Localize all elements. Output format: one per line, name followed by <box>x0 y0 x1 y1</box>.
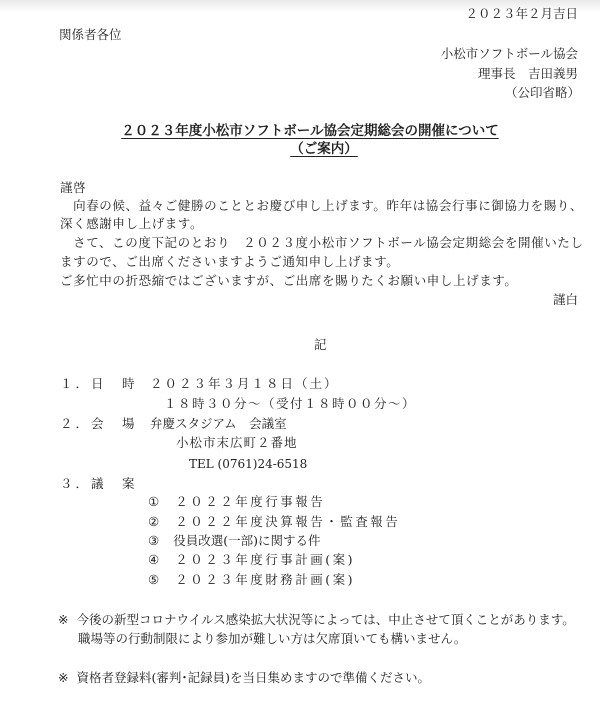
document-date: ２０２３年２月吉日 <box>465 6 578 21</box>
agenda-item <box>148 533 320 549</box>
datetime-date: ２０２３年３月１８日（土） <box>150 376 339 391</box>
paragraph-1-line-2: 深く感謝申し上げます。 <box>60 216 204 231</box>
agenda-marker: ① <box>148 494 160 509</box>
sender-name: 理事長 吉田義男 <box>477 66 578 81</box>
sender-organization: 小松市ソフトボール協会 <box>440 46 578 61</box>
closing-word: 謹白 <box>552 292 578 307</box>
agenda-label: ３．議 案 <box>60 476 138 491</box>
note-marker: ※ <box>58 612 69 627</box>
note-2-line-1: 資格者登録料(審判･記録員)を当日集めますので準備ください。 <box>76 670 430 685</box>
venue-name: 弁慶スタジアム 会議室 <box>150 416 287 431</box>
paragraph-3: ご多忙中の折恐縮ではございますが、ご出席を賜りたくお願い申し上げます。 <box>60 273 518 288</box>
agenda-item <box>148 494 325 510</box>
title-line-2: （ご案内） <box>290 141 358 157</box>
agenda-item <box>148 514 400 530</box>
paragraph-1-line-1: 向春の候、益々ご健勝のこととお慶び申し上げます。昨年は協会行事に御協力を賜り、 <box>60 198 584 213</box>
agenda-marker: ③ <box>148 533 160 548</box>
venue-label: ２．会 場 <box>60 416 138 431</box>
document-subtitle <box>24 140 600 158</box>
agenda-marker: ⑤ <box>148 572 160 587</box>
agenda-text: ２０２２年度決算報告・監査報告 <box>175 514 401 529</box>
agenda-text: ２０２３年度財務計画(案) <box>175 572 355 587</box>
agenda-marker: ④ <box>148 552 160 567</box>
note-marker: ※ <box>58 670 69 685</box>
agenda-text: 役員改選(一部)に関する件 <box>173 533 321 548</box>
ki-heading: 記 <box>314 337 327 352</box>
seal-note: （公印省略） <box>504 85 580 100</box>
document-title <box>10 122 600 140</box>
title-line-1: ２０２３年度小松市ソフトボール協会定期総会の開催について <box>121 123 499 139</box>
agenda-text: ２０２２年度行事報告 <box>175 494 326 509</box>
opening-word: 謹啓 <box>60 180 87 195</box>
addressee: 関係者各位 <box>59 27 122 42</box>
agenda-item <box>148 572 355 588</box>
paragraph-2-line-1: さて、この度下記のとおり ２０２３度小松市ソフトボール協会定期総会を開催いたし <box>60 235 584 250</box>
agenda-item <box>148 552 355 568</box>
note-1 <box>58 612 575 628</box>
venue-address: 小松市末広町２番地 <box>176 435 298 450</box>
datetime-label: １．日 時 <box>60 376 138 391</box>
note-2 <box>58 670 430 686</box>
note-1-line-1: 今後の新型コロナウイルス感染拡大状況等によっては、中止させて頂くことがあります。 <box>76 612 575 627</box>
datetime-time: １８時３０分～（受付１８時００分～） <box>164 396 417 411</box>
note-1-line-2: 職場等の行動制限により参加が難しい方は欠席頂いても構いません。 <box>78 631 467 646</box>
paragraph-2-line-2: ますので、ご出席くださいますようご通知申し上げます。 <box>60 254 400 269</box>
agenda-marker: ② <box>148 514 160 529</box>
agenda-text: ２０２３年度行事計画(案) <box>175 552 355 567</box>
venue-tel: TEL (0761)24-6518 <box>189 457 308 471</box>
